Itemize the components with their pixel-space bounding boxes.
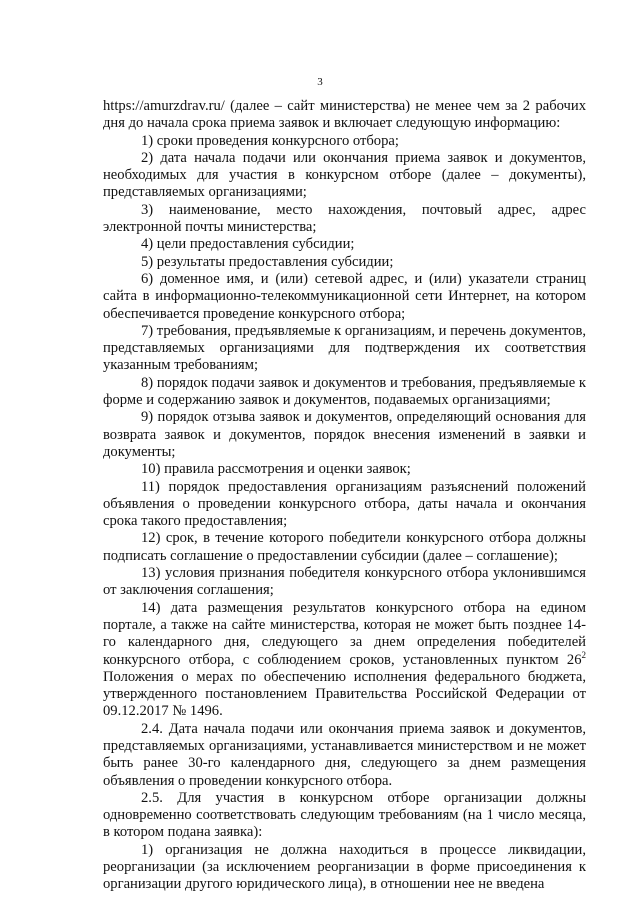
page-number: 3	[317, 76, 323, 88]
paragraph: 6) доменное имя, и (или) сетевой адрес, и (или) указатели страниц сайта в информационно-телекоммуникационной сети Интернет, на котором обеспечивается проведение конкурсного отбора;	[103, 270, 586, 322]
paragraph: 11) порядок предоставления организациям разъяснений положений объявления о проведении конкурсного отбора, даты начала и окончания срока такого предоставления;	[103, 478, 586, 530]
paragraph: 10) правила рассмотрения и оценки заявок;	[141, 461, 411, 478]
paragraph: 12) срок, в течение которого победители конкурсного отбора должны подписать соглашение о предоставлении субсидии (далее – соглашение);	[103, 530, 586, 564]
paragraph-with-footnote-ref	[103, 600, 586, 721]
paragraph: 7) требования, предъявляемые к организациям, и перечень документов, представляемых организациями для подтверждения их соответствия указанным требованиям;	[103, 322, 586, 374]
paragraph: 9) порядок отзыва заявок и документов, определяющий основания для возврата заявок и документов, порядок внесения изменений в заявки и документы;	[103, 409, 586, 460]
paragraph: 8) порядок подачи заявок и документов и требования, предъявляемые к форме и содержанию заявок и документов, подаваемых организациями;	[103, 374, 586, 409]
paragraph: 2) дата начала подачи или окончания приема заявок и документов, необходимых для участия в конкурсном отборе (далее – документы), представляемых организациями;	[103, 149, 586, 201]
paragraph: https://amurzdrav.ru/ (далее – сайт министерства) не менее чем за 2 рабочих дня до начала срока приема заявок и включает следующую информацию:	[103, 98, 586, 132]
paragraph-text-part: Положения о мерах по обеспечению исполнения федерального бюджета, утвержденного постановлением Правительства Российской Федерации от 09.12.2017 № 1496.	[103, 668, 586, 720]
paragraph: 1) сроки проведения конкурсного отбора;	[141, 132, 399, 149]
paragraph: 4) цели предоставления субсидии;	[141, 236, 355, 253]
paragraph: 13) условия признания победителя конкурсного отбора уклонившимся от заключения соглашения;	[103, 565, 586, 599]
paragraph: 2.4. Дата начала подачи или окончания приема заявок и документов, представляемых организациями, устанавливается министерством и не может быть ранее 30-го календарного дня, следующего за днем размещения объявления о проведении конкурсного отбора.	[103, 720, 586, 789]
paragraph: 2.5. Для участия в конкурсном отборе организации должны одновременно соответствовать следующим требованиям (на 1 число месяца, в котором подана заявка):	[103, 789, 586, 841]
paragraph-text-part: 14) дата размещения результатов конкурсного отбора на едином портале, а также на сайте министерства, которая не может быть позднее 14-го календарного дня, следующего за днем определения победителей конкурсного отбора, с соблюдением сроков, установленных пунктом 26	[103, 599, 586, 668]
paragraph: 5) результаты предоставления субсидии;	[141, 253, 394, 270]
paragraph: 3) наименование, место нахождения, почтовый адрес, адрес электронной почты министерства;	[103, 201, 586, 236]
superscript-ref: 2	[581, 649, 586, 660]
document-body	[103, 98, 586, 894]
paragraph: 1) организация не должна находиться в процессе ликвидации, реорганизации (за исключением реорганизации в форме присоединения к организации другого юридического лица), в отношении нее не введена	[103, 841, 586, 893]
